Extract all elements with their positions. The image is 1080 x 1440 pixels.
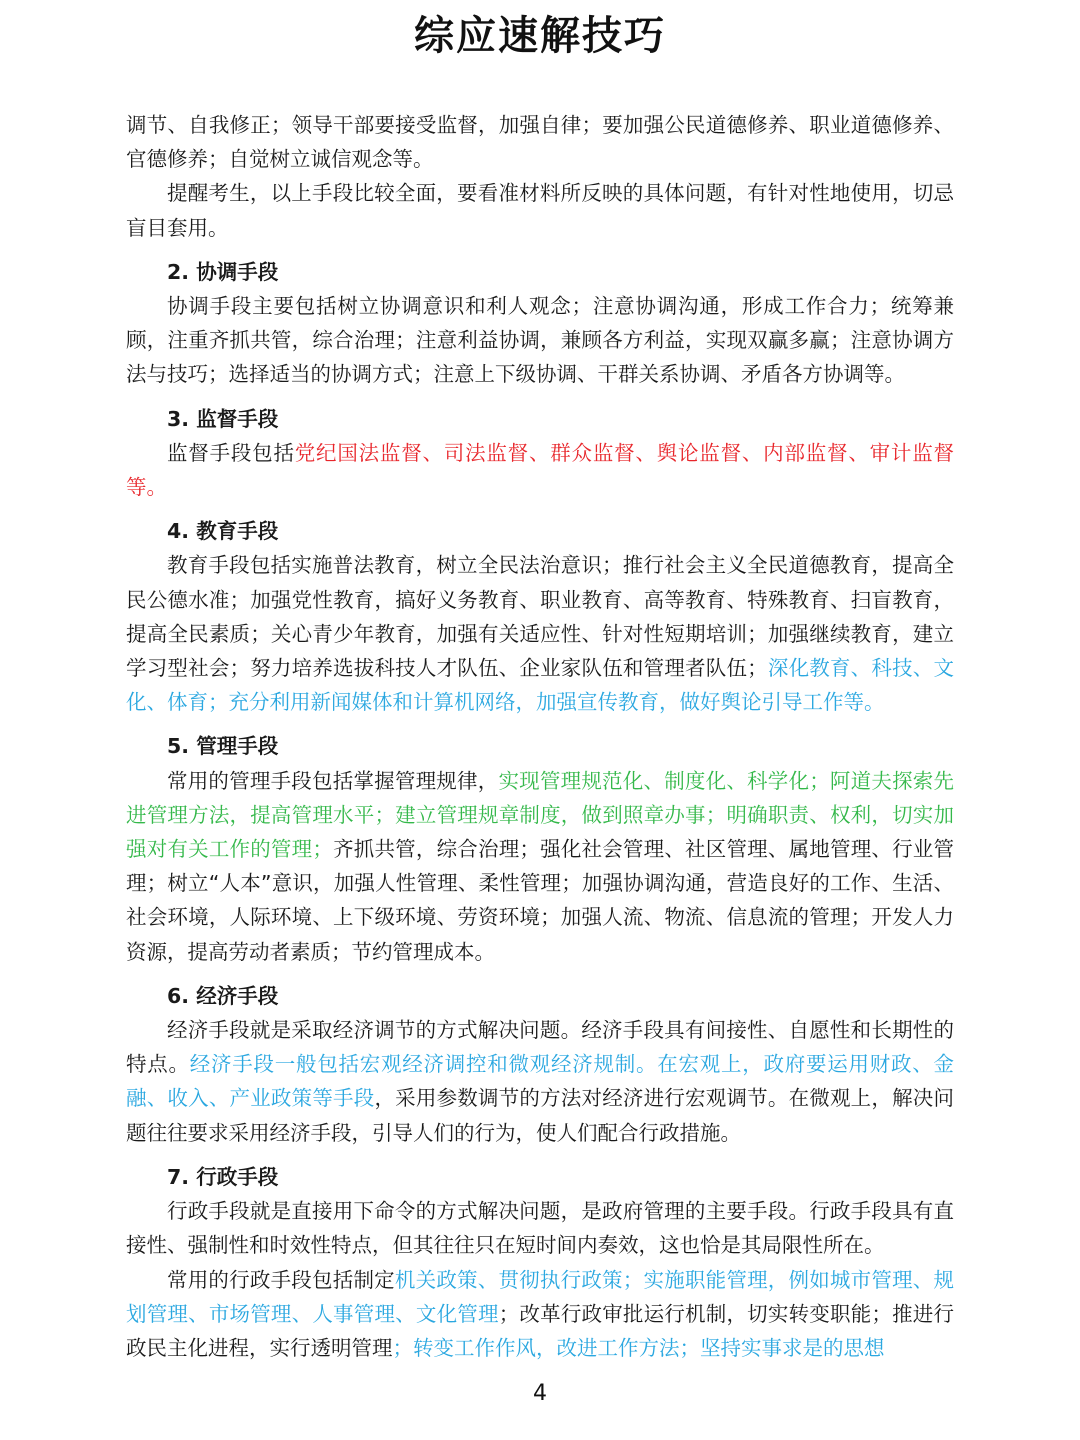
document-body <box>126 108 954 1365</box>
economic-text-1: 经济手段就是采取经济调节的方式解决问题。经济手段具有间接性、自愿性和长期性的特点。 <box>126 1018 954 1077</box>
supervision-text: 监督手段包括 <box>167 440 295 465</box>
management-paragraph <box>126 764 954 969</box>
page-title: 综应速解技巧 <box>414 12 666 59</box>
education-paragraph <box>126 548 954 719</box>
management-highlight: 实现管理规范化、制度化、科学化；阿道夫探索先进管理方法，提高管理水平；建立管理规章制度，做到照章办事；明确职责、权利，切实加强对有关工作的管理； <box>126 768 955 862</box>
education-highlight: 深化教育、科技、文化、体育；充分利用新闻媒体和计算机网络，加强宣传教育，做好舆论引导工作等。 <box>126 656 955 715</box>
management-text-2: 齐抓共管，综合治理；强化社会管理、社区管理、属地管理、行业管理；树立“人本”意识，加强人性管理、柔性管理；加强协调沟通，营造良好的工作、生活、社会环境，人际环境、上下级环境、劳资环境；加强人流、物流、信息流的管理；开发人力资源，提高劳动者素质；节约管理成本。 <box>126 837 955 964</box>
education-text: 教育手段包括实施普法教育，树立全民法治意识；推行社会主义全民道德教育，提高全民公德水准；加强党性教育，搞好义务教育、职业教育、高等教育、特殊教育、扫盲教育，提高全民素质；关心青少年教育，加强有关适应性、针对性短期培训；加强继续教育，建立学习型社会；努力培养选拔科技人才队伍、企业家队伍和管理者队伍； <box>126 553 954 681</box>
management-text-1: 常用的管理手段包括掌握管理规律， <box>167 768 499 793</box>
intro-paragraph-1: 调节、自我修正；领导干部要接受监督，加强自律；要加强公民道德修养、职业道德修养、官德修养；自觉树立诚信观念等。 <box>126 113 954 172</box>
administrative-paragraph-2 <box>126 1263 954 1366</box>
administrative-highlight-2: ；转变工作作风，改进工作方法；坚持实事求是的思想 <box>392 1335 885 1360</box>
administrative-paragraph-1: 行政手段就是直接用下命令的方式解决问题，是政府管理的主要手段。行政手段具有直接性、强制性和时效性特点，但其往往只在短时间内奏效，这也恰是其局限性所在。 <box>126 1199 954 1258</box>
economic-text-2: ，采用参数调节的方法对经济进行宏观调节。在微观上，解决问题往往要求采用经济手段，引导人们的行为，使人们配合行政措施。 <box>126 1086 955 1145</box>
administrative-text-2: ；改革行政审批运行机制，切实转变职能；推进行政民主化进程，实行透明管理 <box>126 1301 955 1360</box>
economic-paragraph <box>126 1013 954 1150</box>
administrative-highlight-1: 机关政策、贯彻执行政策；实施职能管理，例如城市管理、规划管理、市场管理、人事管理、文化管理 <box>126 1267 955 1326</box>
coordination-paragraph: 协调手段主要包括树立协调意识和利人观念；注意协调沟通，形成工作合力；统筹兼顾，注重齐抓共管，综合治理；注意利益协调，兼顾各方利益，实现双赢多赢；注意协调方法与技巧；选择适当的协调方式；注意上下级协调、干群关系协调、矛盾各方协调等。 <box>126 294 954 387</box>
section-heading-coordination: 2. 协调手段 <box>167 259 279 284</box>
supervision-paragraph <box>126 436 954 504</box>
section-heading-economic: 6. 经济手段 <box>167 983 279 1008</box>
section-heading-education: 4. 教育手段 <box>167 519 279 544</box>
section-heading-administrative: 7. 行政手段 <box>167 1164 279 1189</box>
page-number: 4 <box>533 1381 547 1406</box>
section-heading-management: 5. 管理手段 <box>167 734 279 759</box>
economic-highlight: 经济手段一般包括宏观经济调控和微观经济规制。在宏观上，政府要运用财政、金融、收入、产业政策等手段 <box>126 1052 954 1111</box>
section-heading-supervision: 3. 监督手段 <box>167 406 279 431</box>
administrative-text-1: 常用的行政手段包括制定 <box>167 1267 395 1292</box>
intro-paragraph-2: 提醒考生，以上手段比较全面，要看准材料所反映的具体问题，有针对性地使用，切忌盲目套用。 <box>126 181 954 240</box>
supervision-highlight: 党纪国法监督、司法监督、群众监督、舆论监督、内部监督、审计监督等。 <box>126 440 954 500</box>
